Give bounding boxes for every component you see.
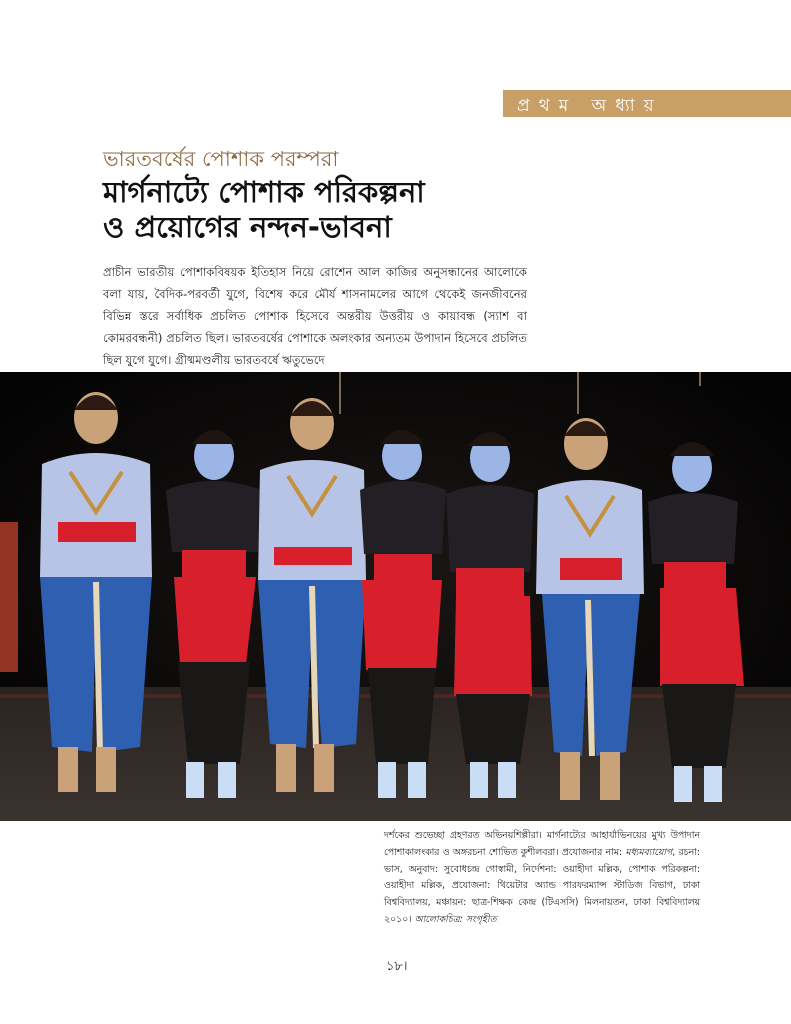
chapter-band — [503, 90, 791, 117]
caption-text: দর্শকের শুভেচ্ছা গ্রহণরত অভিনয়শিল্পীরা। মার্গনাট্যের আহার্যাভিনয়ের মুখ্য উপাদান পোশাকালংকার ও অঙ্গরচনা শোভিত কুশীলবরা। প্রযোজনার নাম: — [384, 830, 700, 858]
caption-photo-credit: আলোকচিত্র: সংগৃহীত — [414, 913, 497, 925]
stage-photo — [0, 372, 791, 821]
chapter-label: প্রথম অধ্যায় — [517, 96, 663, 116]
page-number: ১৮। — [386, 959, 408, 974]
caption-credits: , রচনা: ভাস, অনুবাদ: সুবোধচন্দ্র গোস্বামী, নির্দেশনা: ওয়াহীদা মল্লিক, পোশাক পরিকল্পনা: ওয়াহীদা মল্লিক, প্রযোজনা: থিয়েটার অ্যান্ড পারফরম্যান্স স্টাডিজ বিভাগ, ঢাকা বিশ্ববিদ্যালয়, মঞ্চায়ন: ছাত্র-শিক্ষক কেন্দ্র (টিএসসি) মিলনায়তন, ঢাকা বিশ্ববিদ্যালয় ২০১০। — [384, 846, 700, 925]
section-kicker: ভারতবর্ষের পোশাক পরম্পরা — [103, 147, 339, 171]
intro-paragraph: প্রাচীন ভারতীয় পোশাকবিষয়ক ইতিহাস নিয়ে রোশেন আল কাজির অনুসন্ধানের আলোকে বলা যায়, বৈদিক-পরবর্তী যুগে, বিশেষ করে মৌর্য শাসনামলের আগে থেকেই জনজীবনের বিভিন্ন স্তরে সর্বাধিক প্রচলিত পোশাক হিসেবে অন্তরীয় উত্তরীয় ও কায়াবন্ধ (স্যাশ বা কোমরবন্ধনী) প্রচলিত ছিল। ভারতবর্ষের পোশাকে অলংকার অন্যতম উপাদান হিসেবে প্রচলিত ছিল যুগে যুগে। গ্রীষ্মমণ্ডলীয় ভারতবর্ষে ঋতুভেদে — [103, 265, 527, 367]
caption-production-title: মধ্যমব্যায়োগ — [625, 846, 673, 858]
photo-caption — [384, 828, 700, 929]
headline-line-2: ও প্রয়োগের নন্দন-ভাবনা — [103, 210, 392, 244]
headline-line-1: মার্গনাট্যে পোশাক পরিকল্পনা — [103, 175, 425, 209]
article-headline — [103, 175, 425, 245]
